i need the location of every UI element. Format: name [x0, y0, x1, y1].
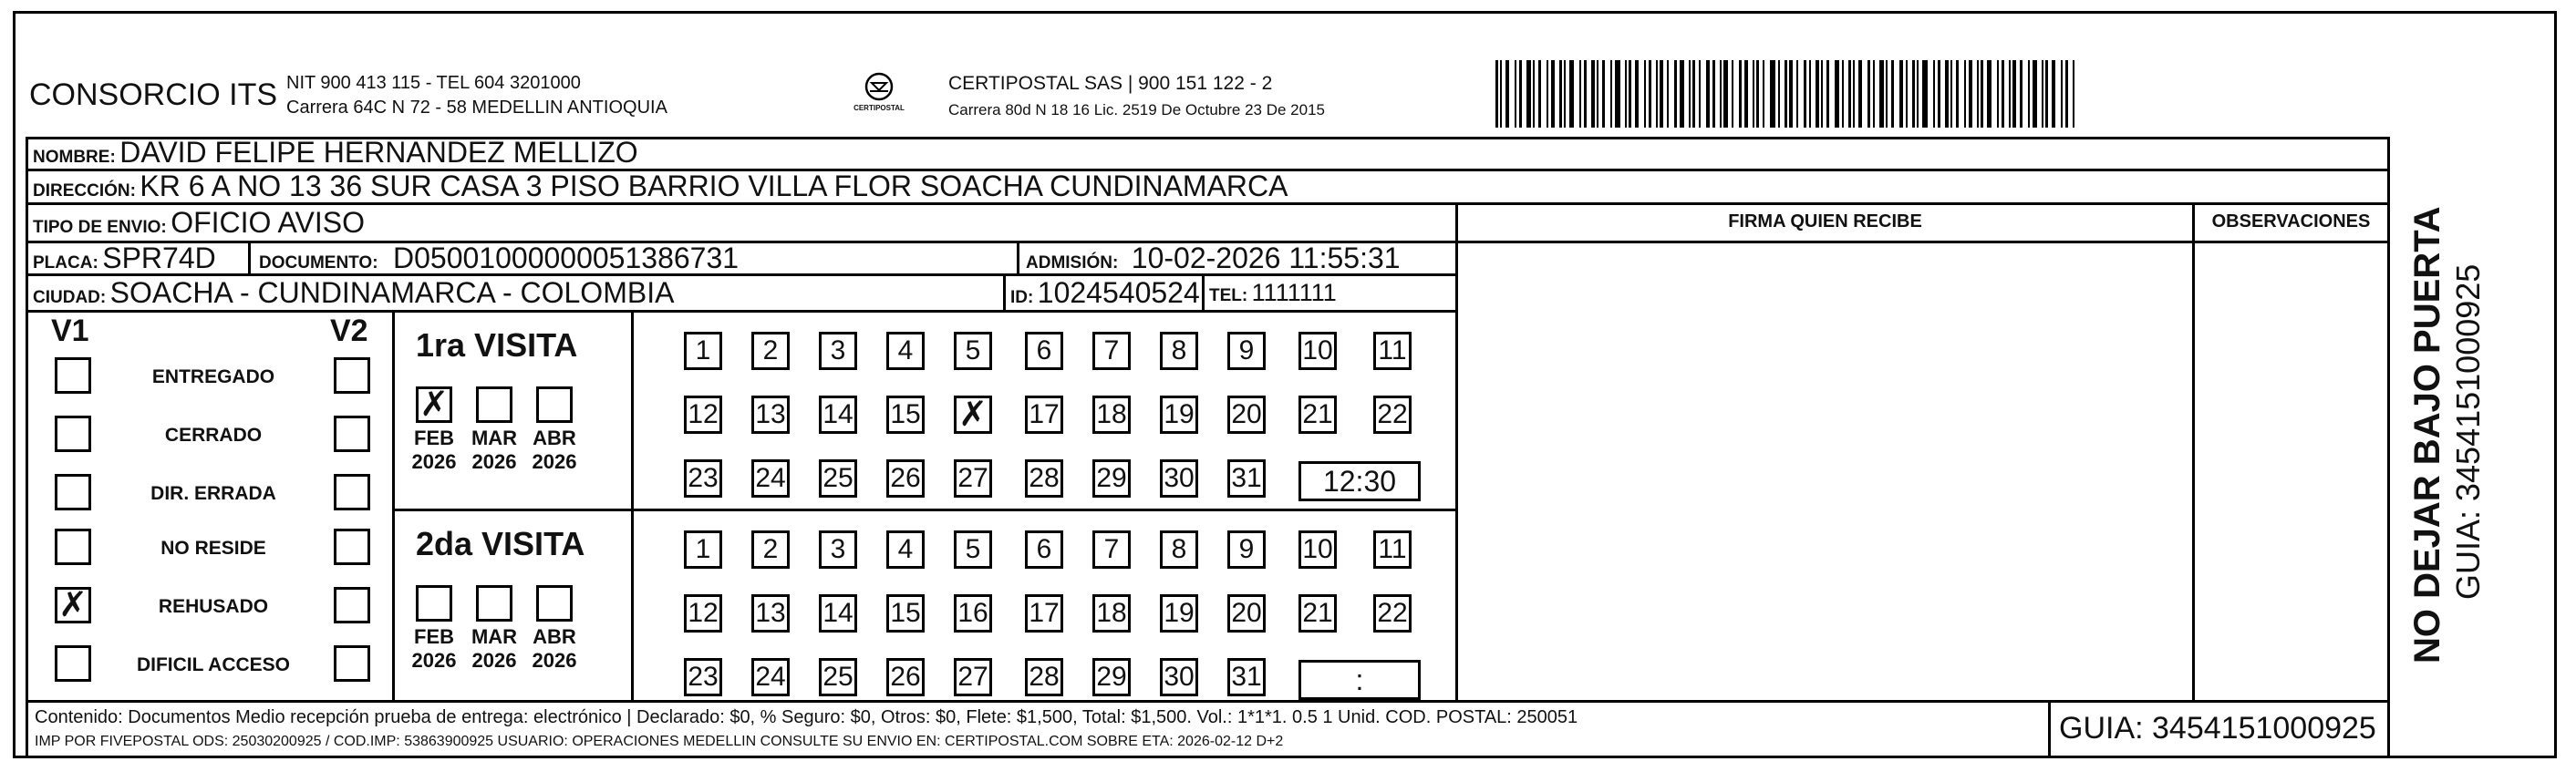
barcode-bar: [1699, 60, 1701, 128]
barcode-bar: [1997, 60, 1999, 128]
barcode-bar: [1826, 60, 1829, 128]
barcode-bar: [1933, 60, 1935, 128]
status-checkbox-v2[interactable]: [334, 645, 370, 682]
barcode-bar: [1922, 60, 1928, 128]
day-box[interactable]: 2: [751, 332, 790, 370]
barcode-bar: [1789, 60, 1793, 128]
barcode-bar: [1591, 60, 1595, 128]
observaciones-header: OBSERVACIONES: [2211, 211, 2371, 232]
id-value: 1024540524: [1037, 276, 1200, 309]
status-label: DIR. ERRADA: [150, 483, 276, 504]
day-box[interactable]: 12: [684, 594, 722, 633]
barcode-bar: [1533, 60, 1535, 128]
barcode-bar: [1644, 60, 1646, 128]
month-year: 2026: [471, 450, 517, 473]
barcode-bar: [1816, 60, 1819, 128]
day-box[interactable]: 15: [886, 594, 925, 633]
status-checkbox-v1[interactable]: [55, 474, 91, 510]
barcode-bar: [1842, 60, 1844, 128]
day-box[interactable]: 17: [1025, 594, 1063, 633]
day-box[interactable]: 14: [819, 396, 857, 434]
barcode-bar: [1956, 60, 1959, 128]
documento-value: D05001000000051386731: [393, 242, 740, 274]
day-box[interactable]: 3: [819, 332, 857, 370]
barcode-bar: [1635, 60, 1639, 128]
barcode-bar: [1732, 60, 1733, 128]
barcode-bar: [1879, 60, 1884, 128]
tipo-envio-value: OFICIO AVISO: [171, 206, 365, 239]
barcode-bar: [1629, 60, 1631, 128]
month-year: 2026: [471, 649, 517, 672]
barcode-bar: [2061, 60, 2063, 128]
time-box[interactable]: :: [1298, 660, 1421, 700]
side-guia: GUIA: 3454151000925: [2449, 263, 2487, 600]
tel-label: TEL:: [1209, 286, 1248, 305]
day-box[interactable]: 19: [1160, 396, 1198, 434]
barcode-bar: [2073, 60, 2074, 128]
v2-header: V2: [330, 314, 368, 348]
barcode-bar: [1770, 60, 1775, 128]
footer-impresion: IMP POR FIVEPOSTAL ODS: 25030200925 / COD.IMP: 53863900925 USUARIO: OPERACIONES MEDELLIN CONSULTE SU ENVIO EN: CERTIPOSTAL.COM SOBRE ETA: 2026-02-12 D+2: [35, 734, 1284, 749]
day-box[interactable]: 6: [1025, 332, 1063, 370]
barcode-bar: [2042, 60, 2043, 128]
status-label: NO RESIDE: [160, 538, 266, 559]
barcode-bar: [1744, 60, 1748, 128]
day-box[interactable]: 27: [954, 658, 992, 696]
status-checkbox-v1[interactable]: [55, 416, 91, 452]
barcode-bar: [1597, 60, 1598, 128]
barcode-bar: [2012, 60, 2016, 128]
day-box[interactable]: 17: [1025, 396, 1063, 434]
day-box[interactable]: 4: [886, 530, 925, 569]
barcode-bar: [1804, 60, 1806, 128]
status-checkbox-v1[interactable]: ✗: [55, 587, 91, 623]
day-box[interactable]: 11: [1373, 332, 1412, 370]
month-name: MAR: [471, 427, 518, 449]
barcode-bar: [1559, 60, 1562, 128]
month-checkbox[interactable]: [476, 585, 512, 622]
day-box[interactable]: 16: [954, 594, 992, 633]
day-box[interactable]: 10: [1298, 332, 1337, 370]
barcode-bar: [1680, 60, 1684, 128]
barcode-bar: [1610, 60, 1612, 128]
courier-info: CERTIPOSTAL SAS | 900 151 122 - 2: [948, 73, 1273, 94]
barcode-bar: [2002, 60, 2004, 128]
day-box[interactable]: 30: [1160, 459, 1198, 498]
day-box[interactable]: 8: [1160, 332, 1198, 370]
direccion-label: DIRECCIÓN:: [33, 181, 136, 201]
status-checkbox-v1[interactable]: [55, 529, 91, 565]
barcode-bar: [1569, 60, 1574, 128]
barcode-bar: [1500, 60, 1502, 128]
day-box[interactable]: 28: [1025, 658, 1063, 696]
barcode-bar: [1739, 60, 1742, 128]
barcode-bar: [1969, 60, 1972, 128]
barcode-bar: [1625, 60, 1627, 128]
placa-label: PLACA:: [33, 253, 98, 273]
barcode-bar: [1917, 60, 1919, 128]
barcode-bar: [1505, 60, 1509, 128]
barcode-bar: [1964, 60, 1966, 128]
barcode-bar: [1689, 60, 1691, 128]
barcode-bar: [1848, 60, 1851, 128]
month-name: ABR: [533, 625, 576, 648]
barcode-bar: [1674, 60, 1677, 128]
status-checkbox-v2[interactable]: [334, 474, 370, 510]
month-year: 2026: [532, 649, 577, 672]
barcode-bar: [2028, 60, 2030, 128]
day-box[interactable]: 18: [1092, 396, 1131, 434]
day-box[interactable]: 21: [1298, 594, 1337, 633]
admision-value: 10-02-2026 11:55:31: [1131, 242, 1401, 274]
day-box[interactable]: 24: [751, 658, 790, 696]
barcode-bar: [1656, 60, 1658, 128]
barcode-bar: [1906, 60, 1908, 128]
barcode-bar: [1706, 60, 1710, 128]
day-box[interactable]: 31: [1227, 658, 1266, 696]
day-box[interactable]: 24: [751, 459, 790, 498]
day-box[interactable]: 13: [751, 594, 790, 633]
visit-title: 2da VISITA: [416, 525, 585, 562]
barcode-bar: [1899, 60, 1903, 128]
time-box[interactable]: 12:30: [1298, 461, 1421, 501]
day-box[interactable]: 18: [1092, 594, 1131, 633]
day-box[interactable]: 9: [1227, 530, 1266, 569]
barcode-bar: [2065, 60, 2068, 128]
day-box[interactable]: 20: [1227, 396, 1266, 434]
status-label: REHUSADO: [158, 596, 269, 617]
id-label: ID:: [1010, 288, 1034, 307]
barcode-bar: [1519, 60, 1522, 128]
day-box[interactable]: 12: [684, 396, 722, 434]
day-box[interactable]: 15: [886, 396, 925, 434]
status-label: CERRADO: [164, 425, 263, 446]
barcode-bar: [1886, 60, 1888, 128]
barcode-bar: [1723, 60, 1728, 128]
day-box[interactable]: 23: [684, 459, 722, 498]
admision-label: ADMISIÓN:: [1026, 253, 1119, 273]
day-box[interactable]: 19: [1160, 594, 1198, 633]
ciudad-value: SOACHA - CUNDINAMARCA - COLOMBIA: [109, 276, 675, 309]
barcode-bar: [1495, 60, 1498, 128]
barcode-bar: [1809, 60, 1811, 128]
barcode-bar: [1853, 60, 1855, 128]
month-checkbox[interactable]: [536, 585, 573, 622]
barcode-bar: [1785, 60, 1787, 128]
month-name: MAR: [471, 625, 518, 648]
month-year: 2026: [411, 450, 457, 473]
day-box[interactable]: 26: [886, 658, 925, 696]
day-box[interactable]: 7: [1092, 332, 1131, 370]
status-checkbox-v2[interactable]: [334, 357, 370, 394]
barcode-bar: [1763, 60, 1764, 128]
status-label: ENTREGADO: [151, 366, 275, 387]
barcode-bar: [2033, 60, 2037, 128]
day-box[interactable]: 23: [684, 658, 722, 696]
status-checkbox-v1[interactable]: [55, 645, 91, 682]
barcode-bar: [1912, 60, 1915, 128]
status-checkbox-v1[interactable]: [55, 357, 91, 394]
day-box[interactable]: 6: [1025, 530, 1063, 569]
day-box[interactable]: 10: [1298, 530, 1337, 569]
firma-header: FIRMA QUIEN RECIBE: [1728, 211, 1922, 232]
day-box-marked[interactable]: ✗: [954, 396, 992, 434]
barcode-bar: [1945, 60, 1949, 128]
company-address: Carrera 64C N 72 - 58 MEDELLIN ANTIOQUIA: [286, 98, 667, 118]
month-checkbox[interactable]: [476, 386, 512, 423]
day-box[interactable]: 1: [684, 530, 722, 569]
day-box[interactable]: 30: [1160, 658, 1198, 696]
day-box[interactable]: 5: [954, 332, 992, 370]
day-box[interactable]: 31: [1227, 459, 1266, 498]
documento-label: DOCUMENTO:: [259, 253, 378, 273]
barcode-bar: [1649, 60, 1651, 128]
barcode-bar: [1720, 60, 1722, 128]
day-box[interactable]: 25: [819, 459, 857, 498]
day-box[interactable]: 25: [819, 658, 857, 696]
status-checkbox-v2[interactable]: [334, 416, 370, 452]
day-box[interactable]: 22: [1373, 396, 1412, 434]
barcode-bar: [1515, 60, 1516, 128]
barcode-bar: [2052, 60, 2055, 128]
barcode-bar: [1602, 60, 1605, 128]
nombre-value: DAVID FELIPE HERNANDEZ MELLIZO: [119, 136, 638, 169]
day-box[interactable]: 21: [1298, 396, 1337, 434]
month-name: FEB: [414, 625, 454, 648]
company-name: CONSORCIO ITS: [29, 77, 278, 112]
v1-header: V1: [51, 314, 89, 348]
firma-area[interactable]: [1459, 244, 2190, 698]
side-warning: NO DEJAR BAJO PUERTA: [2407, 206, 2447, 664]
company-nit: NIT 900 413 115 - TEL 604 3201000: [286, 73, 581, 93]
tipo-envio-label: TIPO DE ENVIO:: [33, 218, 167, 237]
barcode-bar: [2045, 60, 2048, 128]
barcode: [1495, 60, 2079, 128]
barcode-bar: [1564, 60, 1566, 128]
day-box[interactable]: 29: [1092, 658, 1131, 696]
barcode-bar: [1867, 60, 1870, 128]
day-box[interactable]: 11: [1373, 530, 1412, 569]
placa-value: SPR74D: [102, 242, 216, 274]
day-box[interactable]: 22: [1373, 594, 1412, 633]
courier-license: Carrera 80d N 18 16 Lic. 2519 De Octubre 23 De 2015: [948, 101, 1325, 118]
barcode-bar: [1538, 60, 1541, 128]
day-box[interactable]: 7: [1092, 530, 1131, 569]
month-checkbox[interactable]: [536, 386, 573, 423]
barcode-bar: [1551, 60, 1555, 128]
barcode-bar: [1821, 60, 1823, 128]
day-box[interactable]: 28: [1025, 459, 1063, 498]
barcode-bar: [1981, 60, 1983, 128]
day-box[interactable]: 8: [1160, 530, 1198, 569]
ciudad-label: CIUDAD:: [33, 288, 107, 307]
barcode-bar: [1660, 60, 1663, 128]
day-box[interactable]: 4: [886, 332, 925, 370]
barcode-bar: [1938, 60, 1940, 128]
month-year: 2026: [532, 450, 577, 473]
barcode-bar: [1547, 60, 1548, 128]
barcode-bar: [1756, 60, 1759, 128]
barcode-bar: [1858, 60, 1862, 128]
logo-text: CERTIPOSTAL: [853, 104, 905, 112]
day-box[interactable]: 29: [1092, 459, 1131, 498]
day-box[interactable]: 9: [1227, 332, 1266, 370]
barcode-bar: [1526, 60, 1531, 128]
barcode-bar: [1615, 60, 1620, 128]
barcode-bar: [1584, 60, 1587, 128]
barcode-bar: [1778, 60, 1780, 128]
day-box[interactable]: 26: [886, 459, 925, 498]
day-box[interactable]: 2: [751, 530, 790, 569]
tel-value: 1111111: [1251, 279, 1337, 306]
barcode-bar: [1987, 60, 1991, 128]
status-checkbox-v2[interactable]: [334, 587, 370, 623]
barcode-bar: [1950, 60, 1952, 128]
day-box[interactable]: 13: [751, 396, 790, 434]
barcode-bar: [2009, 60, 2011, 128]
status-label: DIFICIL ACCESO: [136, 654, 290, 675]
observaciones-area[interactable]: [2196, 244, 2385, 698]
barcode-bar: [1579, 60, 1581, 128]
barcode-bar: [1712, 60, 1715, 128]
day-box[interactable]: 14: [819, 594, 857, 633]
barcode-bar: [1835, 60, 1839, 128]
month-year: 2026: [411, 649, 457, 672]
barcode-bar: [1891, 60, 1894, 128]
barcode-bar: [1873, 60, 1875, 128]
day-box[interactable]: 3: [819, 530, 857, 569]
direccion-value: KR 6 A NO 13 36 SUR CASA 3 PISO BARRIO VILLA FLOR SOACHA CUNDINAMARCA: [140, 170, 1288, 202]
barcode-bar: [1667, 60, 1669, 128]
barcode-bar: [1796, 60, 1798, 128]
month-name: ABR: [533, 427, 576, 449]
barcode-bar: [1692, 60, 1695, 128]
day-box[interactable]: 20: [1227, 594, 1266, 633]
day-box[interactable]: 1: [684, 332, 722, 370]
barcode-bar: [1753, 60, 1754, 128]
day-box[interactable]: 27: [954, 459, 992, 498]
visit-title: 1ra VISITA: [416, 326, 578, 364]
barcode-bar: [2020, 60, 2023, 128]
month-name: FEB: [414, 427, 454, 449]
footer-guia: GUIA: 3454151000925: [2059, 711, 2376, 746]
certipostal-logo: [850, 71, 908, 118]
month-checkbox[interactable]: ✗: [416, 386, 452, 423]
month-checkbox[interactable]: [416, 585, 452, 622]
status-checkbox-v2[interactable]: [334, 529, 370, 565]
footer-contenido: Contenido: Documentos Medio recepción prueba de entrega: electrónico | Declarado: $0, % Seguro: $0, Otros: $0, Flete: $1,500, Total: $1,500. Vol.: 1*1*1. 0.5 1 Unid. COD. POSTAL: 250051: [35, 707, 1578, 727]
day-box[interactable]: 5: [954, 530, 992, 569]
barcode-bar: [1977, 60, 1979, 128]
nombre-label: NOMBRE:: [33, 148, 116, 167]
